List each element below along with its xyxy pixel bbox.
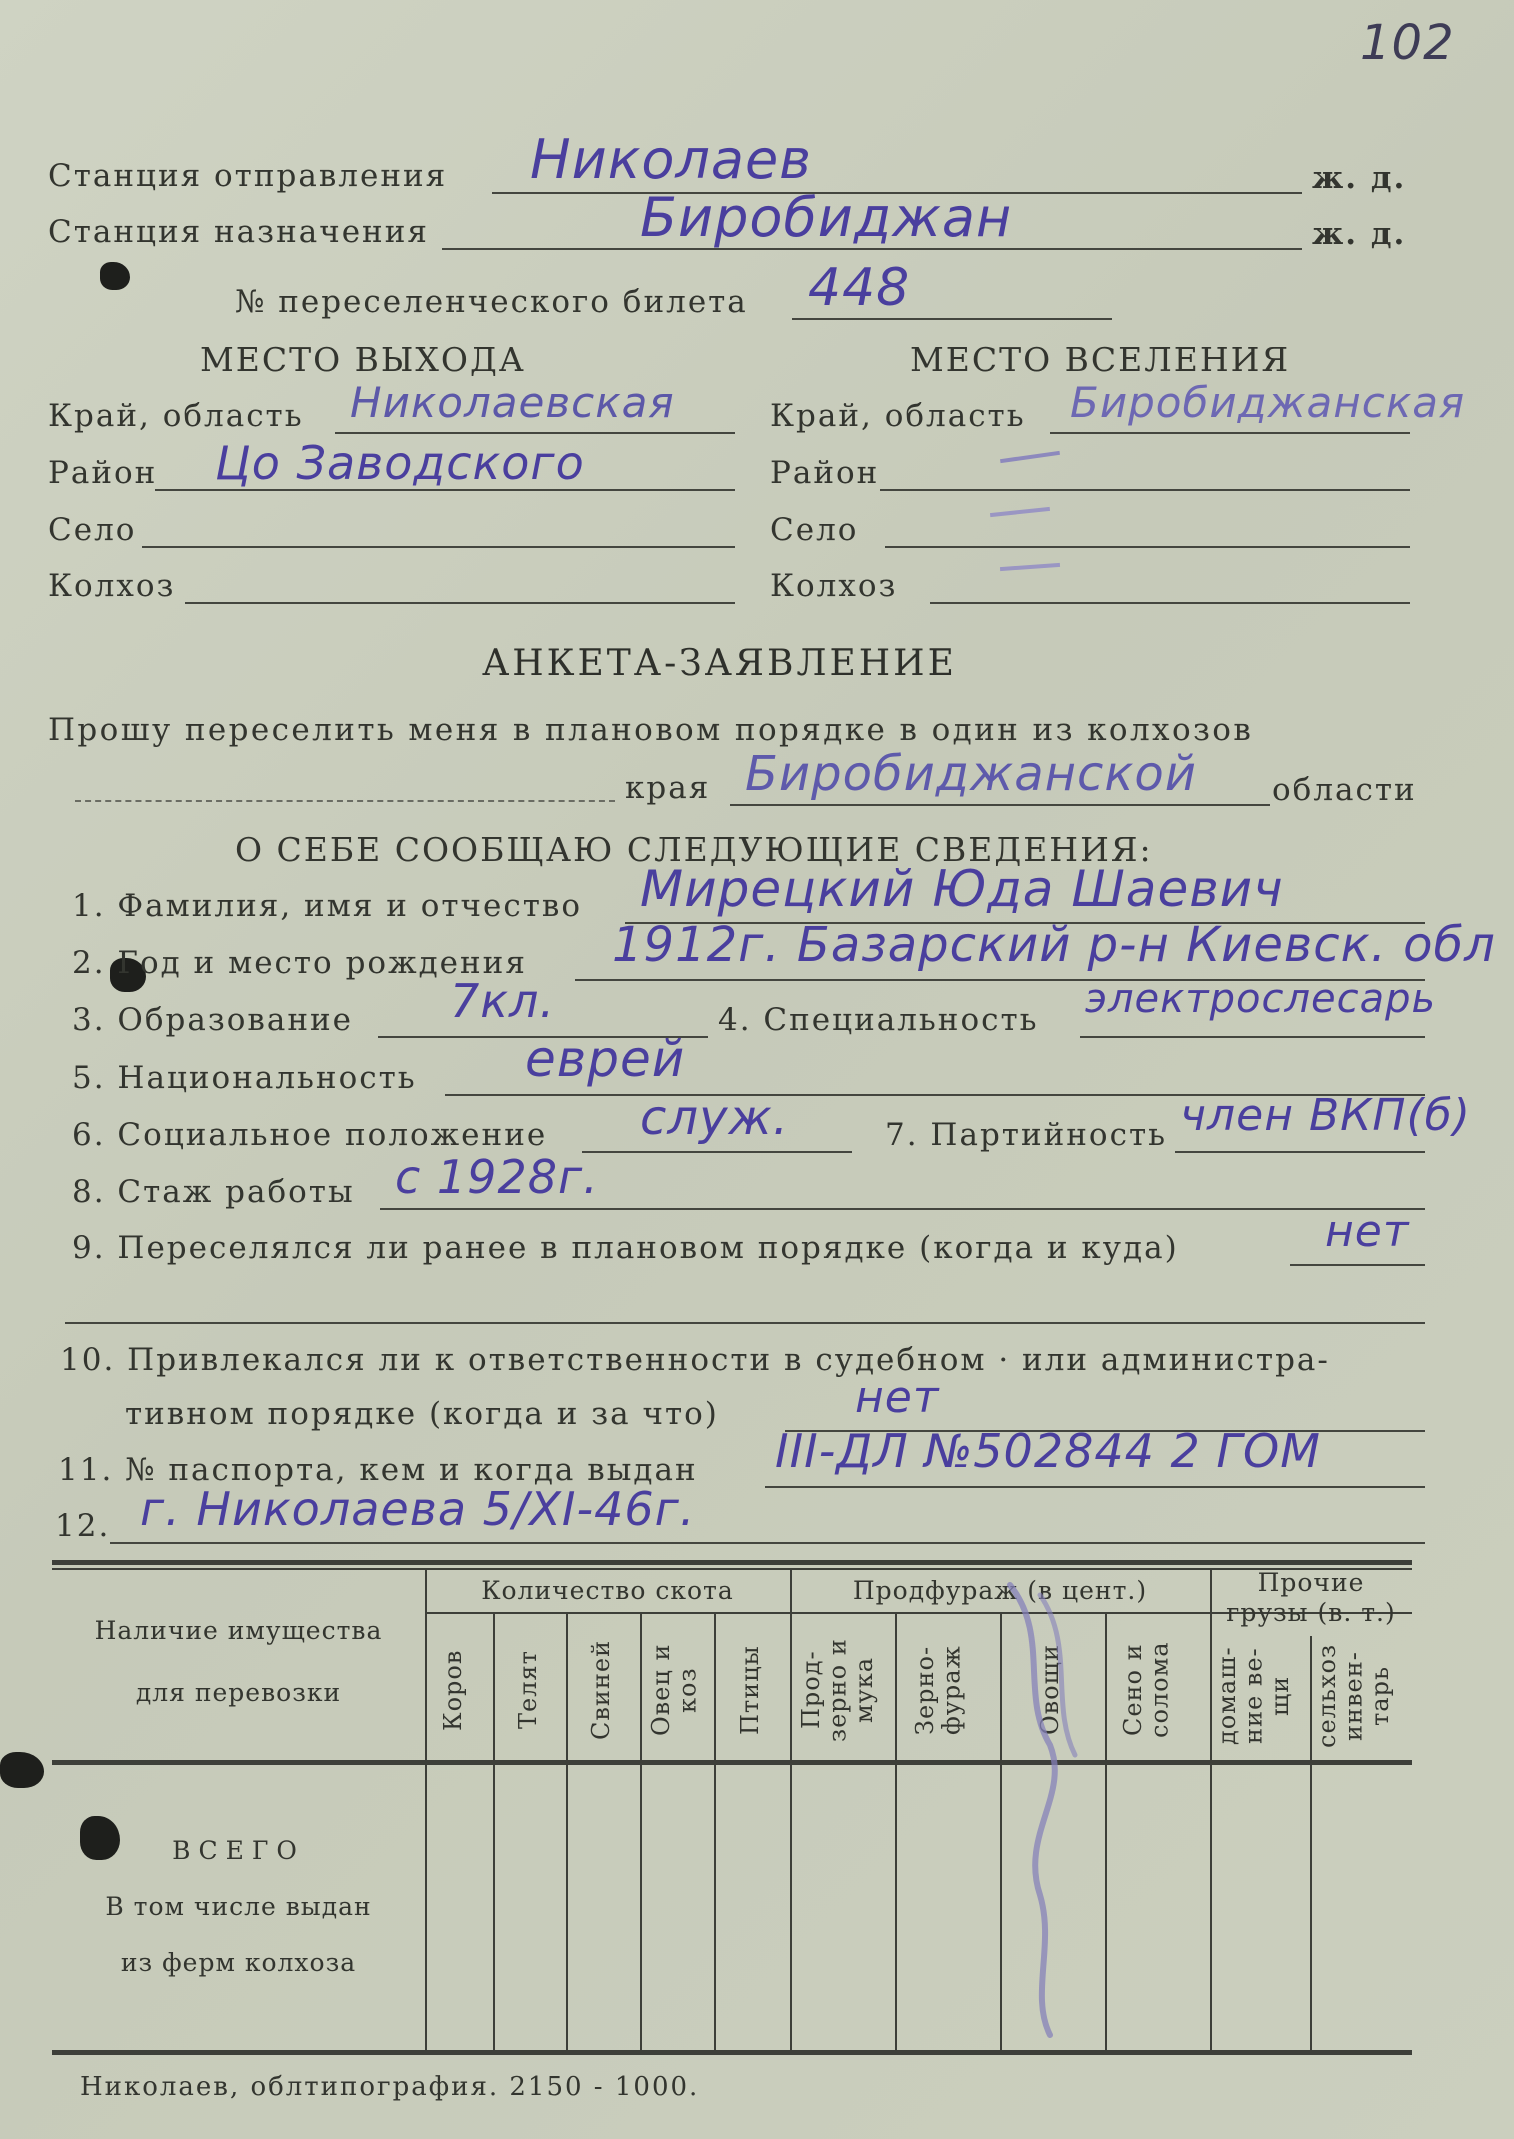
q7-line (1175, 1151, 1425, 1153)
q7-value: член ВКП(б) (1180, 1090, 1471, 1141)
oblast-label: области (1272, 772, 1417, 808)
origin-region-line (335, 432, 735, 434)
q12-line (110, 1542, 1425, 1544)
q4-value: электрослесарь (1085, 976, 1437, 1022)
q10-value: нет (855, 1372, 940, 1423)
q11-line (765, 1486, 1425, 1488)
q5-label: 5. Национальность (72, 1060, 417, 1096)
row-issued-label-line2: из ферм колхоза (120, 1948, 357, 1977)
col-header-birds: Птицы (736, 1645, 764, 1735)
q12-label: 12. (55, 1508, 111, 1544)
q10-label-line2: тивном порядке (когда и за что) (125, 1396, 719, 1432)
table-col-rule (790, 1568, 792, 2050)
pencil-ditto-mark (1000, 563, 1060, 571)
table-col-rule (1310, 1636, 1312, 2050)
origin-kolkhoz-line (185, 602, 735, 604)
origin-district-line (155, 489, 735, 491)
table-top-rule-2 (52, 1568, 1412, 1570)
pencil-ditto-mark (990, 507, 1050, 517)
destination-rail-suffix: ж. д. (1312, 216, 1407, 252)
destination-heading: МЕСТО ВСЕЛЕНИЯ (910, 340, 1291, 379)
col-header-forage: Зерно- фураж (911, 1645, 966, 1735)
table-col-rule (566, 1612, 568, 2050)
origin-village-label: Село (48, 512, 137, 548)
request-blank-line (75, 800, 615, 802)
col-header-calves: Телят (514, 1650, 542, 1730)
q4-label: 4. Специальность (718, 1002, 1039, 1038)
table-col-rule (493, 1612, 495, 2050)
info-heading: О СЕБЕ СООБЩАЮ СЛЕДУЮЩИЕ СВЕДЕНИЯ: (235, 830, 1153, 869)
table-header-bottom-rule (52, 1760, 1412, 1765)
print-imprint: Николаев, облтипография. 2150 - 1000. (80, 2072, 700, 2102)
q9-line (1290, 1264, 1425, 1266)
kray-label: края (625, 770, 711, 806)
col-header-household: домаш- ние ве- щи (1213, 1646, 1294, 1746)
kray-line (730, 804, 1270, 806)
table-col-rule (1210, 1568, 1212, 2050)
group-other-header-line1: Прочие (1257, 1568, 1365, 1597)
origin-region-label: Край, область (48, 398, 304, 434)
origin-region-value: Николаевская (350, 378, 675, 427)
col-header-vegetables: Овощи (1036, 1644, 1064, 1736)
departure-station-label: Станция отправления (48, 158, 448, 194)
q11-value: III-ДЛ №502844 2 ГОМ (775, 1424, 1321, 1478)
ticket-value: 448 (808, 258, 911, 318)
destination-district-label: Район (770, 455, 880, 491)
col-header-pigs: Свиней (587, 1639, 615, 1741)
group-fodder-header: Продфураж (в цент.) (852, 1576, 1148, 1605)
q2-label: 2. Год и место рождения (72, 945, 527, 981)
q8-label: 8. Стаж работы (72, 1174, 355, 1210)
group-other-header-line2: грузы (в. т.) (1226, 1598, 1396, 1627)
kray-value: Биробиджанской (745, 746, 1197, 802)
destination-district-line (880, 489, 1410, 491)
origin-kolkhoz-label: Колхоз (48, 568, 176, 604)
destination-region-label: Край, область (770, 398, 1026, 434)
origin-district-label: Район (48, 455, 158, 491)
destination-region-line (1050, 432, 1410, 434)
table-top-rule (52, 1560, 1412, 1565)
q3-value: 7кл. (450, 974, 556, 1028)
destination-kolkhoz-line (930, 602, 1410, 604)
punch-hole-mark (100, 262, 130, 290)
table-col-rule (714, 1612, 716, 2050)
q9-value: нет (1325, 1206, 1410, 1257)
destination-station-value: Биробиджан (640, 186, 1013, 249)
q11-label: 11. № паспорта, кем и когда выдан (58, 1452, 698, 1488)
q1-value: Мирецкий Юда Шаевич (640, 860, 1284, 918)
origin-district-value: Цо Заводского (215, 436, 585, 490)
pencil-ditto-mark (1000, 451, 1060, 463)
q2-value: 1912г. Базарский р-н Киевск. обл (612, 917, 1496, 973)
col-header-grain: Прод- зерно и мука (797, 1638, 878, 1742)
q4-line (1080, 1036, 1425, 1038)
ticket-label: № переселенческого билета (235, 284, 748, 320)
q9-label: 9. Переселялся ли ранее в плановом порядке (когда и куда) (72, 1230, 1179, 1266)
punch-hole-mark (0, 1752, 44, 1788)
col-header-cows: Коров (439, 1649, 467, 1731)
table-col-rule (425, 1568, 427, 2050)
group-livestock-header: Количество скота (481, 1576, 734, 1605)
table-left-header-line2: для перевозки (135, 1678, 342, 1707)
pencil-strike-mark (980, 1575, 1120, 2045)
request-line: Прошу переселить меня в плановом порядке в один из колхозов (48, 712, 1254, 748)
form-title: АНКЕТА-ЗАЯВЛЕНИЕ (482, 643, 957, 684)
destination-village-line (885, 546, 1410, 548)
q9-continuation-line (65, 1322, 1425, 1324)
destination-station-label: Станция назначения (48, 214, 429, 250)
row-total-label: ВСЕГО (172, 1836, 305, 1865)
destination-village-label: Село (770, 512, 859, 548)
destination-region-value: Биробиджанская (1070, 378, 1466, 427)
q12-value: г. Николаева 5/XI-46г. (140, 1482, 696, 1536)
table-col-rule (895, 1612, 897, 2050)
q5-value: еврей (525, 1030, 686, 1088)
table-bottom-rule (52, 2050, 1412, 2055)
q7-label: 7. Партийность (885, 1117, 1167, 1153)
table-left-header-line1: Наличие имущества (94, 1616, 383, 1645)
q8-line (380, 1208, 1425, 1210)
col-header-farm-tools: сельхоз инвен- тарь (1313, 1643, 1394, 1749)
origin-heading: МЕСТО ВЫХОДА (200, 340, 526, 379)
destination-kolkhoz-label: Колхоз (770, 568, 898, 604)
ticket-line (792, 318, 1112, 320)
q6-line (582, 1151, 852, 1153)
q6-value: служ. (640, 1090, 789, 1146)
sheet-number: 102 (1360, 15, 1455, 71)
q10-label-line1: 10. Привлекался ли к ответственности в судебном · или администра- (60, 1342, 1330, 1378)
col-header-hay: Сено и солома (1119, 1641, 1174, 1739)
q6-label: 6. Социальное положение (72, 1117, 548, 1153)
departure-station-value: Николаев (530, 128, 813, 191)
q3-label: 3. Образование (72, 1002, 354, 1038)
q1-label: 1. Фамилия, имя и отчество (72, 888, 583, 924)
q8-value: с 1928г. (395, 1150, 599, 1204)
row-issued-label-line1: В том числе выдан (105, 1892, 372, 1921)
departure-rail-suffix: ж. д. (1312, 160, 1407, 196)
table-col-rule (640, 1612, 642, 2050)
col-header-sheep: Овец и коз (647, 1643, 702, 1737)
origin-village-line (142, 546, 735, 548)
